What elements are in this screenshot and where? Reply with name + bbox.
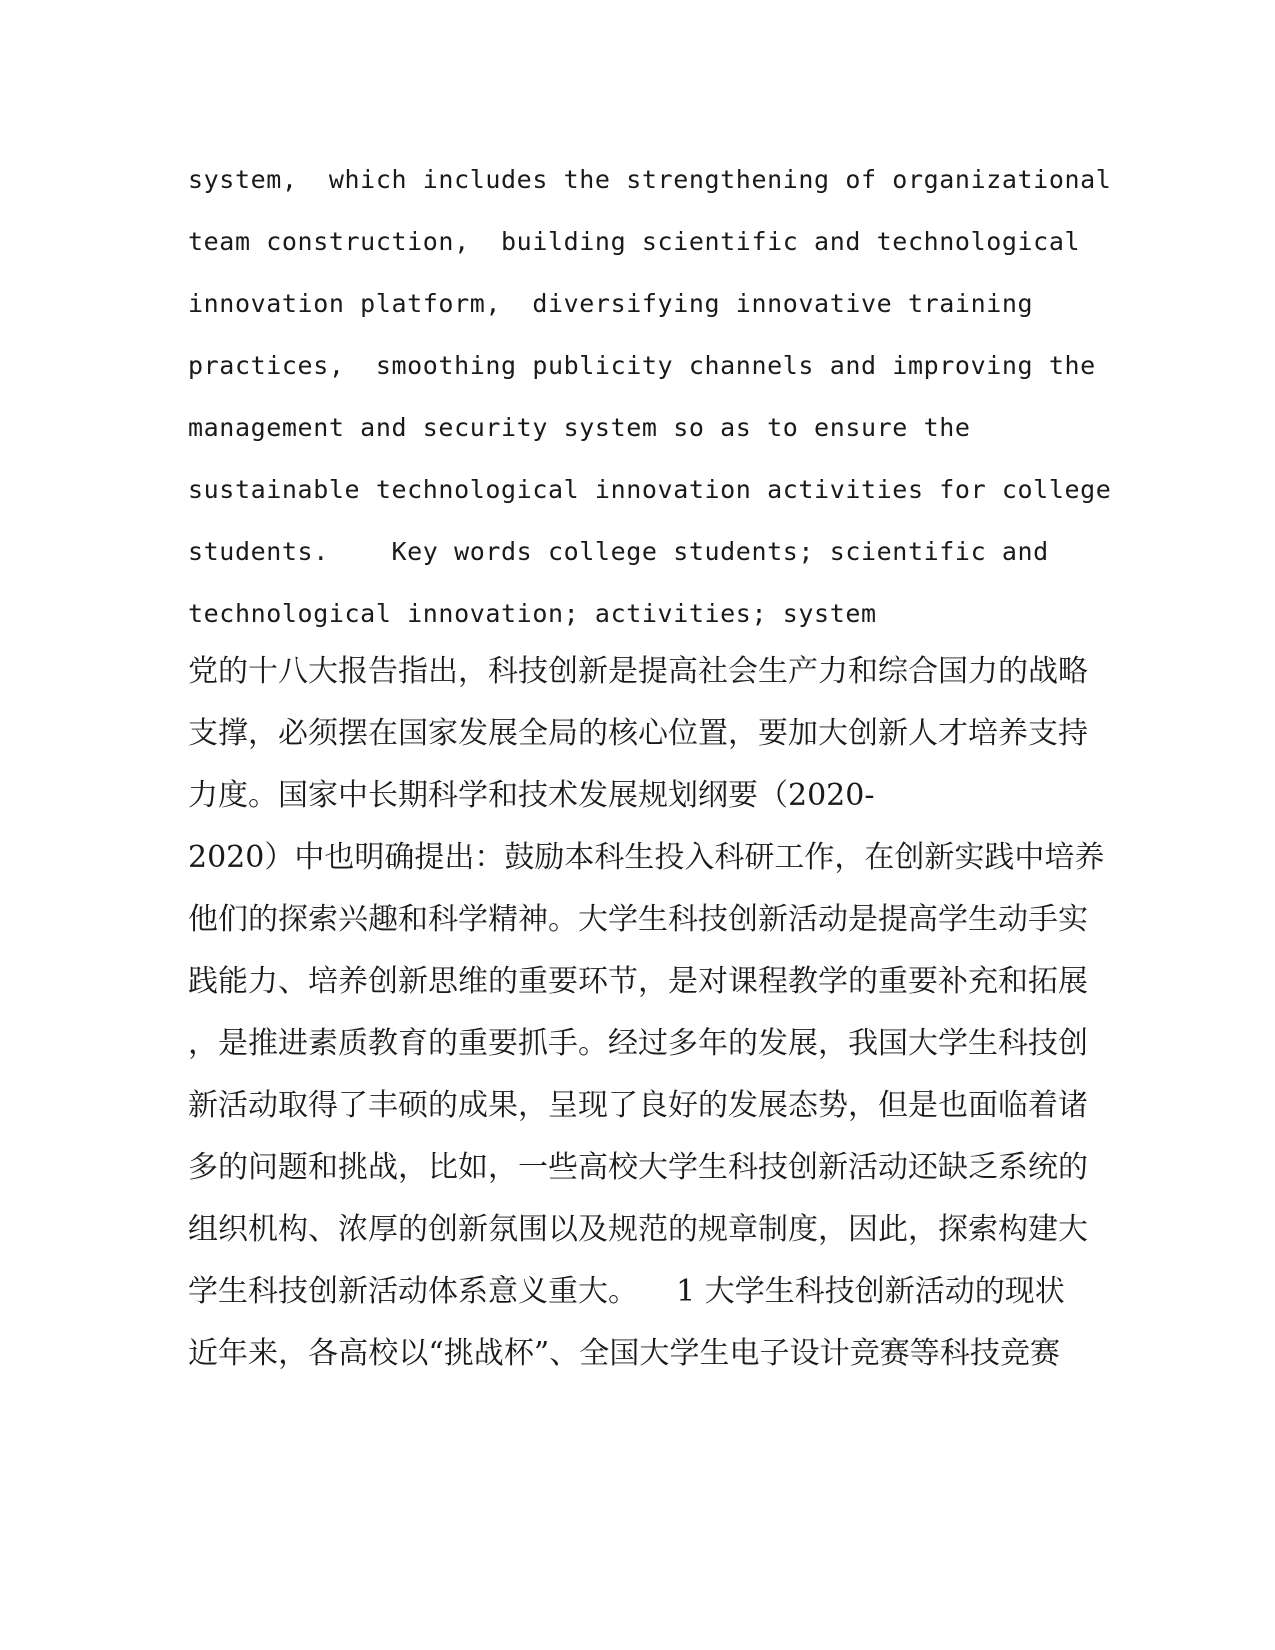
abstract-keywords-line: students. Key words college students; scientific and	[188, 537, 1049, 566]
body-line: 力度。国家中长期科学和技术发展规划纲要（2020-	[188, 778, 875, 813]
body-line: 多的问题和挑战，比如，一些高校大学生科技创新活动还缺乏系统的	[188, 1150, 1088, 1185]
abstract-line: practices, smoothing publicity channels and improving the	[188, 351, 1096, 380]
body-line: 组织机构、浓厚的创新氛围以及规范的规章制度，因此，探索构建大	[188, 1212, 1088, 1247]
abstract-keywords-line: technological innovation; activities; system	[188, 599, 877, 628]
body-line: 他们的探索兴趣和科学精神。大学生科技创新活动是提高学生动手实	[188, 902, 1088, 937]
body-line: 践能力、培养创新思维的重要环节，是对课程教学的重要补充和拓展	[188, 964, 1088, 999]
abstract-line: sustainable technological innovation activities for college	[188, 475, 1112, 504]
abstract-line: team construction, building scientific and technological	[188, 227, 1081, 256]
body-line: 新活动取得了丰硕的成果，呈现了良好的发展态势，但是也面临着诸	[188, 1088, 1088, 1123]
abstract-line: innovation platform, diversifying innovative training	[188, 289, 1034, 318]
body-line: 2020）中也明确提出：鼓励本科生投入科研工作，在创新实践中培养	[188, 840, 1105, 875]
body-line: ，是推进素质教育的重要抓手。经过多年的发展，我国大学生科技创	[188, 1026, 1088, 1061]
body-line-section-heading: 学生科技创新活动体系意义重大。 1 大学生科技创新活动的现状	[188, 1274, 1065, 1309]
abstract-line: management and security system so as to ensure the	[188, 413, 971, 442]
abstract-line: system, which includes the strengthening of organizational	[188, 165, 1112, 194]
body-line: 近年来，各高校以“挑战杯”、全国大学生电子设计竞赛等科技竞赛	[188, 1336, 1060, 1371]
body-line: 支撑，必须摆在国家发展全局的核心位置，要加大创新人才培养支持	[188, 716, 1088, 751]
body-line: 党的十八大报告指出，科技创新是提高社会生产力和综合国力的战略	[188, 654, 1088, 689]
